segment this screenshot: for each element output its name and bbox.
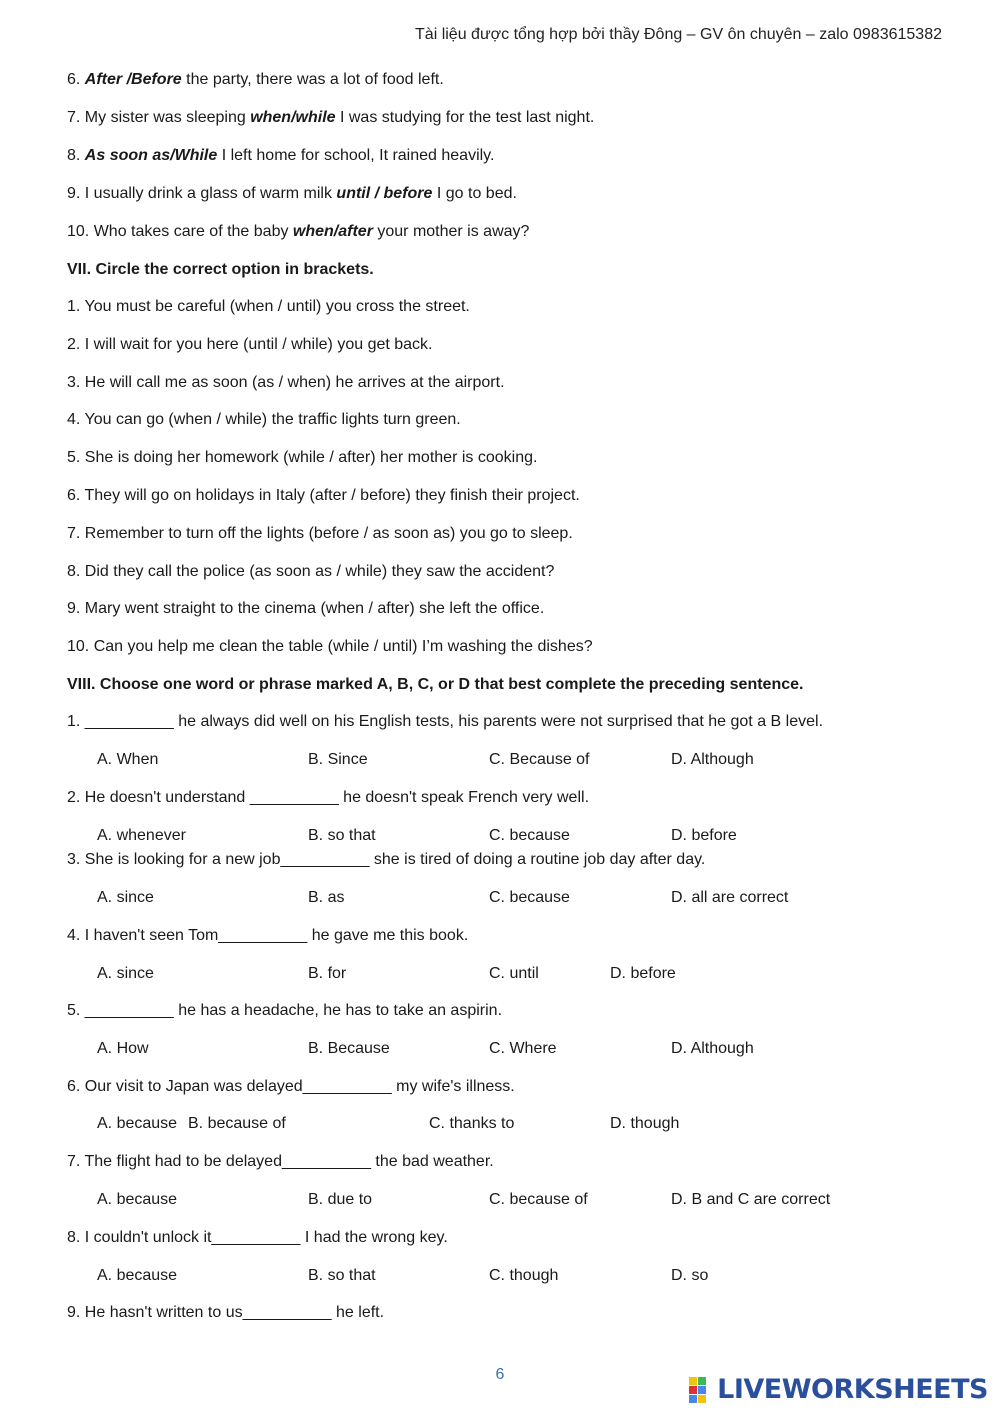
exercise-item: 4. You can go (when / while) the traffic lights turn green. (67, 411, 461, 429)
question-stem: 9. He hasn't written to us__________ he left. (67, 1304, 385, 1321)
logo-text: LIVEWORKSHEETS (717, 1374, 988, 1405)
exercise-item: 5. She is doing her homework (while / after) her mother is cooking. (67, 449, 538, 467)
answer-option[interactable]: B. for (308, 965, 347, 982)
answer-options (0, 964, 1000, 984)
exercise-item: 6. They will go on holidays in Italy (after / before) they finish their project. (67, 487, 580, 504)
answer-option[interactable]: C. because (489, 827, 570, 844)
answer-options (0, 1266, 1000, 1286)
answer-option[interactable]: C. because (489, 889, 570, 906)
answer-option[interactable]: B. so that (308, 827, 376, 844)
answer-option[interactable]: C. until (489, 965, 539, 982)
answer-option[interactable]: B. as (308, 889, 345, 906)
answer-option[interactable]: A. When (97, 751, 159, 768)
exercise-item: 6. After /Before the party, there was a lot of food left. (67, 71, 444, 88)
exercise-item: 3. He will call me as soon (as / when) he arrives at the airport. (67, 373, 505, 391)
exercise-item: 8. As soon as/While I left home for school, It rained heavily. (67, 147, 495, 164)
question-stem: 2. He doesn't understand __________ he doesn't speak French very well. (67, 789, 590, 806)
question-stem: 7. The flight had to be delayed__________ the bad weather. (67, 1153, 494, 1170)
exercise-item: 10. Can you help me clean the table (while / until) I’m washing the dishes? (67, 638, 593, 656)
answer-option[interactable]: D. so (671, 1267, 709, 1284)
answer-option[interactable]: A. because (97, 1115, 178, 1132)
answer-option[interactable]: A. because (97, 1191, 178, 1208)
question-stem: 1. __________ he always did well on his English tests, his parents were not surprised that he got a B level. (67, 713, 824, 730)
exercise-item: 7. My sister was sleeping when/while I was studying for the test last night. (67, 109, 595, 126)
answer-option[interactable]: B. Since (308, 751, 368, 768)
answer-option[interactable]: A. since (97, 889, 154, 906)
exercise-item: 2. I will wait for you here (until / while) you get back. (67, 335, 433, 353)
answer-options (0, 1039, 1000, 1059)
answer-options (0, 1190, 1000, 1210)
answer-option[interactable]: D. before (671, 827, 737, 844)
answer-option[interactable]: C. thanks to (429, 1115, 515, 1132)
answer-option[interactable]: C. Because of (489, 751, 590, 768)
answer-option[interactable]: C. though (489, 1267, 559, 1284)
exercise-item: 10. Who takes care of the baby when/after your mother is away? (67, 223, 530, 240)
answer-options (0, 826, 1000, 846)
page-header: Tài liệu được tổng hợp bởi thầy Đông – GV ôn chuyên – zalo 0983615382 (415, 26, 942, 43)
answer-option[interactable]: C. Where (489, 1040, 557, 1057)
answer-option[interactable]: D. Although (671, 1040, 754, 1057)
answer-option[interactable]: D. before (610, 965, 676, 982)
answer-option[interactable]: B. due to (308, 1191, 373, 1208)
exercise-item: 9. I usually drink a glass of warm milk until / before I go to bed. (67, 185, 517, 202)
exercise-item: 8. Did they call the police (as soon as / while) they saw the accident? (67, 562, 555, 580)
answer-option[interactable]: D. all are correct (671, 889, 789, 906)
page-number: 6 (495, 1366, 505, 1383)
answer-option[interactable]: A. because (97, 1267, 178, 1284)
question-stem: 5. __________ he has a headache, he has to take an aspirin. (67, 1002, 503, 1019)
question-stem: 3. She is looking for a new job__________ she is tired of doing a routine job day after day. (67, 851, 706, 868)
answer-options (0, 888, 1000, 908)
question-stem: 8. I couldn't unlock it__________ I had the wrong key. (67, 1229, 448, 1246)
exercise-item: 7. Remember to turn off the lights (before / as soon as) you go to sleep. (67, 524, 573, 542)
logo-blocks-icon (689, 1377, 715, 1403)
answer-option[interactable]: A. since (97, 965, 154, 982)
answer-option[interactable]: D. B and C are correct (671, 1191, 831, 1208)
answer-option[interactable]: C. because of (489, 1191, 588, 1208)
answer-option[interactable]: A. How (97, 1040, 149, 1057)
section-heading: VII. Circle the correct option in brackets. (67, 261, 374, 278)
answer-option[interactable]: D. Although (671, 751, 754, 768)
question-stem: 4. I haven't seen Tom__________ he gave me this book. (67, 927, 469, 944)
answer-option[interactable]: B. because of (188, 1115, 286, 1132)
section-heading: VIII. Choose one word or phrase marked A, B, C, or D that best complete the preceding sentence. (67, 676, 804, 693)
answer-option[interactable]: B. so that (308, 1267, 376, 1284)
liveworksheets-logo[interactable] (689, 1374, 988, 1405)
answer-option[interactable]: A. whenever (97, 827, 186, 844)
answer-options (0, 750, 1000, 770)
question-stem: 6. Our visit to Japan was delayed__________ my wife's illness. (67, 1078, 515, 1095)
answer-option[interactable]: B. Because (308, 1040, 390, 1057)
exercise-item: 9. Mary went straight to the cinema (when / after) she left the office. (67, 600, 545, 618)
exercise-item: 1. You must be careful (when / until) you cross the street. (67, 298, 470, 315)
answer-options (0, 1114, 1000, 1134)
answer-option[interactable]: D. though (610, 1115, 680, 1132)
